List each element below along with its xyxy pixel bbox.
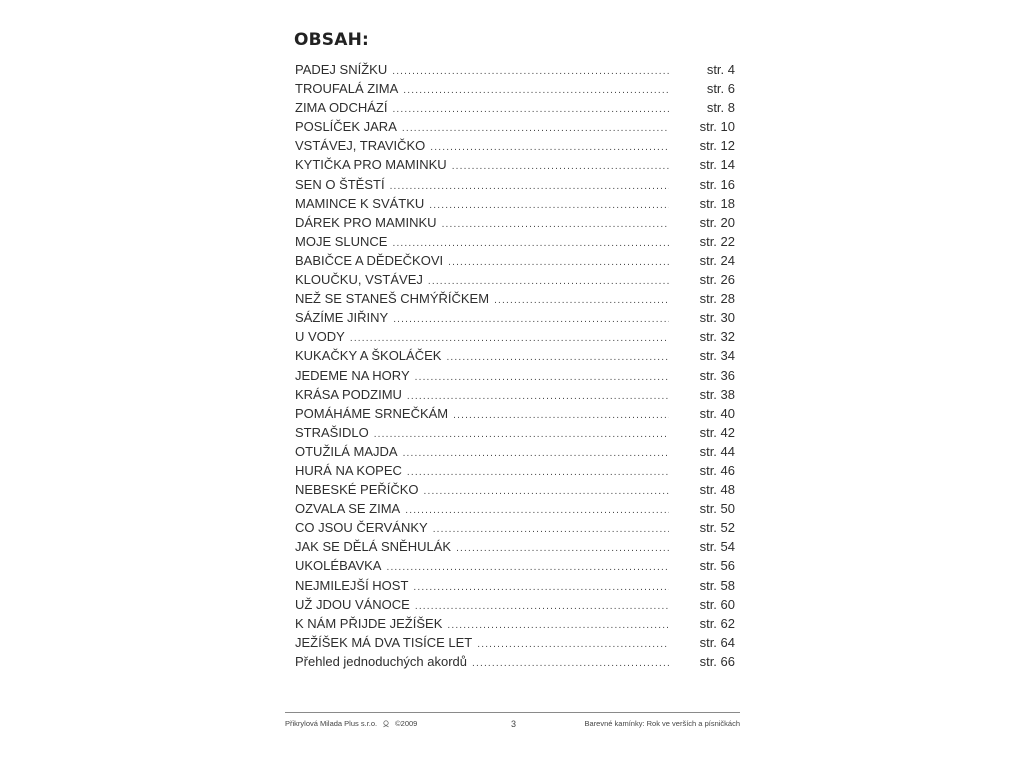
- toc-entry: [295, 366, 735, 385]
- toc-entry-title: POSLÍČEK JARA: [295, 119, 397, 135]
- toc-entry-title: KUKAČKY A ŠKOLÁČEK: [295, 348, 442, 364]
- toc-entry: [295, 442, 735, 461]
- toc-dot-leader: [456, 539, 669, 558]
- toc-entry: [295, 614, 735, 633]
- toc-entry: [295, 175, 735, 194]
- toc-entry-page: str. 6: [706, 81, 735, 97]
- toc-entry-title: SÁZÍME JIŘINY: [295, 310, 389, 326]
- toc-entry-title: KLOUČKU, VSTÁVEJ: [295, 272, 423, 288]
- toc-entry-title: UŽ JDOU VÁNOCE: [295, 596, 410, 612]
- toc-entry: [295, 480, 735, 499]
- toc-entry-page: str. 56: [699, 558, 735, 574]
- toc-entry: [295, 117, 735, 136]
- toc-entry-title: MOJE SLUNCE: [295, 233, 388, 249]
- toc-entry-title: SEN O ŠTĚSTÍ: [295, 176, 385, 192]
- toc-dot-leader: [494, 291, 669, 310]
- toc-dot-leader: [402, 119, 669, 138]
- toc-entry-title: OTUŽILÁ MAJDA: [295, 443, 398, 459]
- footer-copyright: ©2009: [395, 719, 418, 728]
- toc-entry-title: ZIMA ODCHÁZÍ: [295, 100, 388, 116]
- toc-entry-page: str. 60: [699, 596, 735, 612]
- toc-entry: [295, 155, 735, 174]
- publisher-logo-icon: [382, 720, 390, 728]
- toc-entry-page: str. 50: [699, 501, 735, 517]
- toc-entry-page: str. 4: [706, 62, 735, 77]
- toc-entry-title: NEŽ SE STANEŠ CHMÝŘÍČKEM: [295, 291, 490, 307]
- toc-entry: [295, 136, 735, 155]
- toc-entry-title: OZVALA SE ZIMA: [295, 501, 401, 517]
- toc-entry-title: TROUFALÁ ZIMA: [295, 81, 399, 97]
- toc-entry-page: str. 36: [699, 367, 735, 383]
- toc-entry-title: MAMINCE K SVÁTKU: [295, 195, 425, 211]
- toc-entry-page: str. 32: [699, 329, 735, 345]
- toc-entry-title: POMÁHÁME SRNEČKÁM: [295, 405, 449, 421]
- table-of-contents: [295, 60, 735, 671]
- toc-entry: [295, 98, 735, 117]
- contents-heading: OBSAH:: [294, 30, 370, 50]
- toc-dot-leader: [390, 177, 669, 196]
- toc-entry-page: str. 58: [699, 577, 735, 593]
- toc-dot-leader: [429, 196, 669, 215]
- toc-dot-leader: [415, 368, 669, 387]
- toc-entry: [295, 385, 735, 404]
- toc-entry-title: NEBESKÉ PEŘÍČKO: [295, 482, 419, 498]
- toc-entry-page: str. 66: [699, 653, 735, 669]
- toc-entry: [295, 270, 735, 289]
- footer-publisher: Přikrylová Milada Plus s.r.o.: [285, 719, 378, 728]
- toc-entry: [295, 251, 735, 270]
- toc-entry: [295, 327, 735, 346]
- footer-divider: [285, 712, 740, 713]
- toc-entry-title: JEŽÍŠEK MÁ DVA TISÍCE LET: [295, 634, 473, 650]
- toc-dot-leader: [472, 654, 669, 673]
- toc-entry-title: K NÁM PŘIJDE JEŽÍŠEK: [295, 615, 443, 631]
- toc-dot-leader: [403, 81, 669, 100]
- toc-dot-leader: [392, 100, 669, 119]
- toc-entry-page: str. 28: [699, 291, 735, 307]
- toc-entry: [295, 556, 735, 575]
- toc-entry-page: str. 16: [699, 176, 735, 192]
- toc-entry-page: str. 46: [699, 462, 735, 478]
- toc-entry-title: JEDEME NA HORY: [295, 367, 410, 383]
- toc-entry: [295, 79, 735, 98]
- toc-entry-title: KYTIČKA PRO MAMINKU: [295, 157, 447, 173]
- toc-dot-leader: [442, 215, 669, 234]
- toc-dot-leader: [386, 558, 669, 577]
- toc-entry-title: Přehled jednoduchých akordů: [295, 653, 468, 669]
- toc-entry-title: NEJMILEJŠÍ HOST: [295, 577, 409, 593]
- footer-book-title: Barevné kamínky: Rok ve verších a písničkách: [584, 719, 740, 728]
- toc-entry: [295, 289, 735, 308]
- toc-entry-page: str. 18: [699, 195, 735, 211]
- toc-entry: [295, 518, 735, 537]
- toc-entry-page: str. 30: [699, 310, 735, 326]
- toc-entry-title: HURÁ NA KOPEC: [295, 462, 402, 478]
- toc-entry: [295, 576, 735, 595]
- toc-dot-leader: [424, 482, 669, 501]
- toc-entry: [295, 60, 735, 79]
- footer-publisher-block: [285, 719, 417, 728]
- toc-dot-leader: [430, 138, 669, 157]
- toc-entry: [295, 308, 735, 327]
- toc-entry: [295, 213, 735, 232]
- toc-entry: [295, 194, 735, 213]
- toc-dot-leader: [477, 635, 669, 654]
- toc-entry-page: str. 48: [699, 482, 735, 498]
- toc-dot-leader: [403, 444, 669, 463]
- toc-dot-leader: [452, 157, 669, 176]
- toc-dot-leader: [447, 616, 669, 635]
- toc-entry-page: str. 10: [699, 119, 735, 135]
- toc-entry: [295, 461, 735, 480]
- toc-entry-page: str. 22: [699, 233, 735, 249]
- footer-page-number: 3: [511, 719, 517, 729]
- toc-entry: [295, 652, 735, 671]
- toc-entry-page: str. 44: [699, 443, 735, 459]
- toc-entry-title: KRÁSA PODZIMU: [295, 386, 402, 402]
- page-footer: [285, 719, 740, 733]
- toc-entry-title: JAK SE DĚLÁ SNĚHULÁK: [295, 539, 452, 555]
- toc-entry-page: str. 38: [699, 386, 735, 402]
- toc-entry-page: str. 20: [699, 214, 735, 230]
- toc-entry-page: str. 24: [699, 252, 735, 268]
- toc-dot-leader: [448, 253, 669, 272]
- toc-entry: [295, 232, 735, 251]
- toc-entry-page: str. 26: [699, 272, 735, 288]
- toc-entry-title: BABIČCE A DĚDEČKOVI: [295, 252, 444, 268]
- toc-entry: [295, 404, 735, 423]
- toc-entry: [295, 633, 735, 652]
- toc-entry-title: DÁREK PRO MAMINKU: [295, 214, 437, 230]
- toc-entry-title: CO JSOU ČERVÁNKY: [295, 520, 428, 536]
- toc-entry: [295, 423, 735, 442]
- toc-entry: [295, 537, 735, 556]
- toc-entry-page: str. 8: [706, 100, 735, 116]
- toc-entry: [295, 595, 735, 614]
- toc-entry-page: str. 34: [699, 348, 735, 364]
- toc-entry: [295, 499, 735, 518]
- toc-entry-page: str. 54: [699, 539, 735, 555]
- toc-dot-leader: [393, 310, 669, 329]
- toc-entry: [295, 346, 735, 365]
- toc-dot-leader: [453, 406, 669, 425]
- toc-entry-page: str. 42: [699, 424, 735, 440]
- toc-entry-title: STRAŠIDLO: [295, 424, 369, 440]
- toc-dot-leader: [407, 463, 669, 482]
- toc-entry-title: UKOLÉBAVKA: [295, 558, 382, 574]
- toc-dot-leader: [415, 597, 669, 616]
- toc-dot-leader: [446, 348, 669, 367]
- toc-dot-leader: [413, 578, 669, 597]
- toc-entry-page: str. 40: [699, 405, 735, 421]
- toc-dot-leader: [392, 62, 669, 81]
- toc-entry-page: str. 52: [699, 520, 735, 536]
- toc-dot-leader: [374, 425, 669, 444]
- toc-entry-page: str. 62: [699, 615, 735, 631]
- toc-entry-page: str. 14: [699, 157, 735, 173]
- toc-entry-title: U VODY: [295, 329, 345, 345]
- toc-dot-leader: [433, 520, 669, 539]
- toc-dot-leader: [405, 501, 669, 520]
- toc-entry-title: PADEJ SNÍŽKU: [295, 62, 388, 77]
- toc-entry-page: str. 64: [699, 634, 735, 650]
- toc-entry-title: VSTÁVEJ, TRAVIČKO: [295, 138, 426, 154]
- toc-entry-page: str. 12: [699, 138, 735, 154]
